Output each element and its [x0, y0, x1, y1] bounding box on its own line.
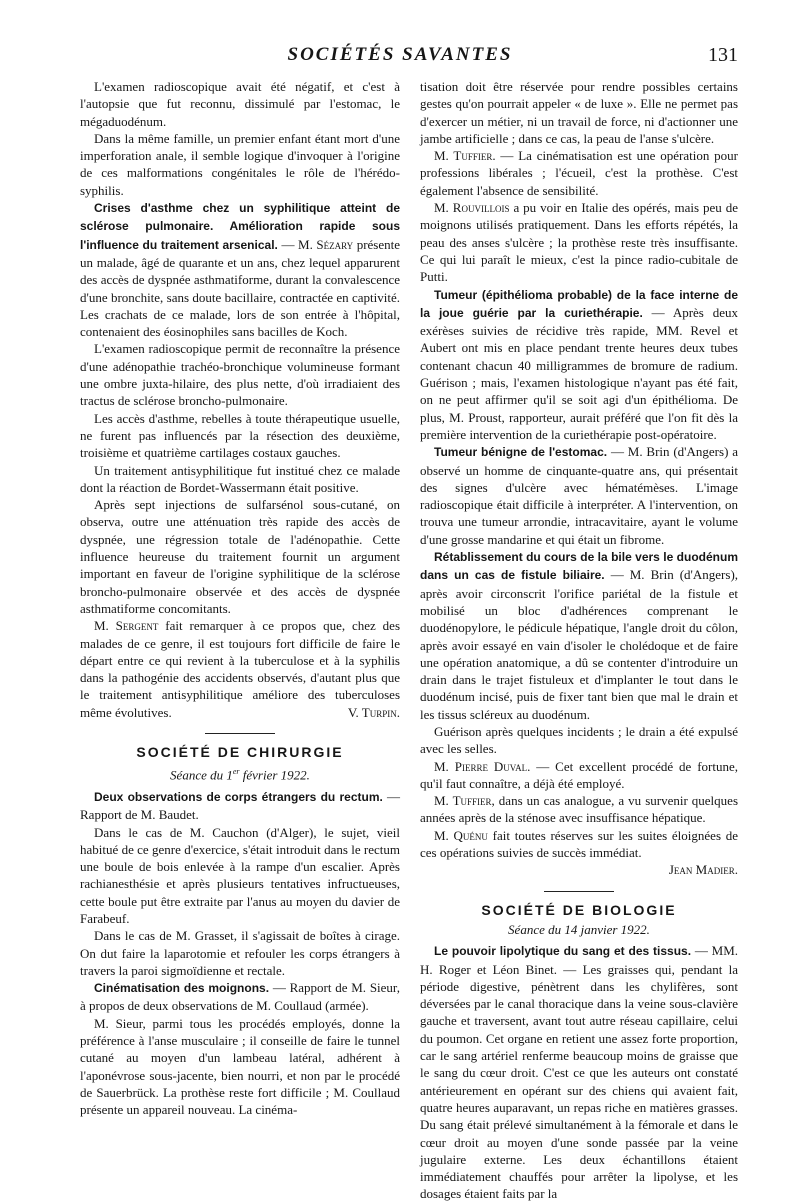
paragraph: L'examen radioscopique avait été négatif, et c'est à l'autopsie que fut reconnu, dissimulé par l'estomac, le mégaduodénum.	[80, 79, 400, 129]
paragraph: Les accès d'asthme, rebelles à toute thérapeutique usuelle, ne furent pas influencés par la résection des deuxième, troisième et quatrième cartilages costaux gauches.	[80, 410, 400, 461]
paragraph-text: fait remarquer à ce propos que, chez des malades de ce genre, il est toujours fort difficile de faire le départ entre ce qui revient à la tuberculose et à la syphilis dans la pathogénie des accidents observés, d'autant plus que le traitement antisyphilitique améliore des tuberculoses même évolutives.	[80, 618, 400, 720]
paragraph-text: — Rapport de M. Baudet.	[80, 788, 400, 823]
article-title: Rétablissement du cours de la bile vers le duodénum dans un cas de fistule biliaire.	[420, 550, 738, 583]
paragraph-text: — Rapport de M. Sieur, à propos de deux observations de M. Coullaud (armée).	[80, 980, 400, 1014]
paragraph-text: — M. Brin (d'Angers), après avoir circonscrit l'orifice pariétal de la fistule et mobilisé un bloc d'adhérences comprenant le duodénopylore, le pédicule hépatique, l'angle droit du côlon, après avoir essayé en vain d'isoler le cholédoque et de faire une opération anatomique, a dû se contenter d'introduire un drain dans le trajet fistuleux et d'implanter le tout dans le duodénum incisé, puis de fixer tant bien que mal le drain et les tissus scléreux au duodénum.	[420, 567, 739, 722]
paragraph: L'examen radioscopique permit de reconnaître la présence d'une adénopathie trachéo-bronchique volumineuse formant une ombre juxta-hilaire, des plus nette, d'où irradiaient des tractus de sclérose broncho-pulmonaire.	[80, 341, 400, 409]
running-title: SOCIÉTÉS SAVANTES	[287, 44, 513, 65]
article-paragraph	[420, 827, 738, 862]
article-paragraph	[420, 286, 738, 444]
paragraph-text: — M. Brin (d'Angers) a observé un homme de cinquante-quatre ans, qui présentait des signes d'ulcère avec hématémèses. L'image radioscopique était difficile à interpréter. A l'intervention, on trouva une tumeur arrondie, intracavitaire, ayant le volume d'une grosse mandarine et qui était un fibrome.	[420, 444, 739, 547]
article-title: Crises d'asthme chez un syphilitique atteint de sclérose pulmonaire. Amélioration rapide sous l'influence du traitement arsenical.	[80, 201, 400, 252]
signature: V. Turpin.	[347, 704, 400, 720]
article-paragraph	[420, 147, 738, 199]
article-paragraph	[420, 792, 738, 827]
section-heading: SOCIÉTÉ DE BIOLOGIE	[481, 901, 677, 918]
paragraph-text: — Après deux exérèses suivies de récidive très rapide, MM. Revel et Aubert ont mis en place pendant trente heures deux tubes contenant chacun 40 milligrammes de bromure de radium. Guérison ; mais, l'examen histologique n'ayant pas été fait, on ne peut affirmer qu'il se soit agi d'un épithélioma. De plus, M. Proust, rapporteur, aurait préféré que l'on fit dès la première intervention de la curiethérapie post-opératoire.	[420, 304, 738, 442]
article-paragraph	[420, 758, 738, 793]
article-title: Tumeur bénigne de l'estomac.	[434, 445, 608, 460]
paragraph-text: a pu voir en Italie des opérés, mais peu de moignons utilisés pratiquement. Dans les efforts répétés, la peau des anses s'ulcère ; la prothèse reste très insuffisante. Ce qui lui paraît le mieux, c'est la pince radio-cubitale de Putti.	[420, 200, 738, 285]
paragraph: Dans le cas de M. Grasset, il s'agissait de boîtes à cirage. On dut faire la laparotomie et refouler les corps étrangers à travers la paroi sigmoïdienne et rectale.	[80, 928, 400, 978]
article-title: Cinématisation des moignons.	[94, 981, 270, 996]
paragraph-text: — Cet excellent procédé de fortune, qu'il faut connaître, a déjà été employé.	[420, 758, 739, 791]
page-number: 131	[708, 44, 738, 66]
author-name: M. Pierre Duval.	[434, 758, 531, 774]
left-column	[80, 78, 400, 1119]
paragraph: Dans le cas de M. Cauchon (d'Alger), le sujet, vieil habitué de ce genre d'exercice, s'était introduit dans le rectum une boule de bois enlevée à la rampe d'un escalier. Après rachianesthésie et après plusieurs tentatives infructueuses, cette boule put être extraite par l'anus au moyen du davier de Farabeuf.	[80, 824, 400, 926]
author-name: M. Rouvillois	[434, 200, 510, 216]
author-name: M. Sergent	[94, 618, 159, 634]
right-column	[420, 78, 738, 1203]
section-divider	[544, 891, 614, 892]
paragraph-text: dans un cas analogue, a vu survenir quelques années après de la sténose avec insuffisance hépatique.	[420, 793, 739, 826]
article-paragraph	[80, 979, 400, 1015]
paragraph: Un traitement antisyphilitique fut institué chez ce malade dont la réaction de Bordet-Wassermann était positive.	[80, 462, 400, 495]
article-title: Le pouvoir lipolytique du sang et des tissus.	[434, 944, 692, 959]
article-paragraph	[80, 617, 400, 721]
paragraph: tisation doit être réservée pour rendre possibles certains gestes qu'on pourrait appeler « de luxe ». Elle ne permet pas d'exercer un métier, ni un travail de force, ni d'actionner une jambe artificielle ; dans ce cas, la peau de l'anse s'ulcère.	[420, 79, 738, 146]
session-date: Séance du 14 janvier 1922.	[508, 921, 650, 937]
paragraph: M. Sieur, parmi tous les procédés employés, donne la préférence à l'anse musculaire ; il conseille de faire le tunnel cutané au moyen d'un lambeau latéral, adhérent à l'aponévrose sous-jacente, bien nourri, et non par le procédé de Sauerbrück. La prothèse reste fort difficile ; M. Coullaud présente un appareil nouveau. La cinéma-	[80, 1015, 400, 1118]
paragraph-text: présente un malade, âgé de quarante et un ans, chez lequel apparurent des accès de dyspnée asthmatiforme, durant la convalescence d'une bronchite, sans doute bacillaire, contractée en captivité. Les crachats de ce malade, lors de son entrée à l'hôpital, contenaient des éosinophiles sans bacilles de Koch.	[80, 236, 401, 340]
author-name: M. Tuffier.	[434, 148, 496, 164]
paragraph: Après sept injections de sulfarsénol sous-cutané, on observa, outre une atténuation très rapide des accès de dyspnée, une régression totale de l'adénopathie. Cette influence heureuse du traitement fournit un argument important en faveur de l'origine syphilitique de la sclérose broncho-pulmonaire observée et des accès de dyspnée asthmatiforme concomitants.	[80, 497, 400, 616]
article-paragraph	[420, 443, 738, 548]
section-heading: SOCIÉTÉ DE CHIRURGIE	[136, 743, 344, 760]
paragraph-text: — La cinématisation est une opération pour professions libérales ; l'écueil, c'est la prothèse. C'est également l'absence de sensibilité.	[420, 148, 738, 198]
session-date: Séance du 1er février 1922.	[170, 767, 310, 783]
article-paragraph	[80, 788, 400, 824]
article-paragraph	[420, 942, 738, 1202]
paragraph: Guérison après quelques incidents ; le drain a été expulsé avec les selles.	[420, 723, 738, 757]
article-paragraph	[420, 548, 738, 723]
signature: Jean Madier.	[668, 862, 738, 878]
article-title: Tumeur (épithélioma probable) de la face interne de la joue guérie par la curiethérapie.	[420, 287, 738, 320]
author-name: M. Tuffier,	[434, 793, 495, 809]
paragraph: Dans la même famille, un premier enfant étant mort d'une imperforation anale, il semble logique d'invoquer à l'origine de ces malformations congénitales le rôle de l'hérédo-syphilis.	[80, 130, 400, 198]
author-name: M. Sézary	[298, 236, 354, 252]
paragraph-text: fait toutes réserves sur les suites éloignées de ces opérations suivies de succès immédiat.	[420, 827, 739, 861]
article-title: Deux observations de corps étrangers du rectum.	[94, 789, 383, 804]
section-divider	[205, 733, 275, 734]
article-paragraph	[420, 199, 738, 285]
article-paragraph: Crises d'asthme chez un syphilitique atteint de sclérose pulmonaire. Amélioration rapide sous l'influence du traitement arsenical. — M. Sézary présente un malade, âgé de quarante et un ans, chez lequel apparurent des accès de dyspnée asthmatiforme, durant la convalescence d'une bronchite, sans doute bacillaire, contractée en captivité. Les crachats de ce malade, lors de son entrée à l'hôpital, contenaient des éosinophiles sans bacilles de Koch.	[80, 201, 401, 340]
paragraph-text: — MM. H. Roger et Léon Binet. — Les graisses qui, pendant la période digestive, pénètrent dans les chylifères, sont déversées par le canal thoracique dans la veine sous-clavière gauche et traversent, avant tout autre réseau capillaire, celui du poumon. Cet organe en retient une assez forte proportion, car le sang artériel renferme beaucoup moins de graisse que le sang du cœur droit. C'est ce que les auteurs ont constaté antérieurement en opérant sur des chiens qui avaient fait, quatre heures auparavant, un repas riche en matières grasses. Du sang était prélevé simultanément à la fémorale et dans le cœur droit au moyen d'une sonde passée par la veine jugulaire externe. Les deux échantillons étaient immédiatement chauffés pour arrêter la lipolyse, et les dosages étaient faits par la	[420, 943, 739, 1202]
author-name: M. Quénu	[434, 827, 488, 843]
